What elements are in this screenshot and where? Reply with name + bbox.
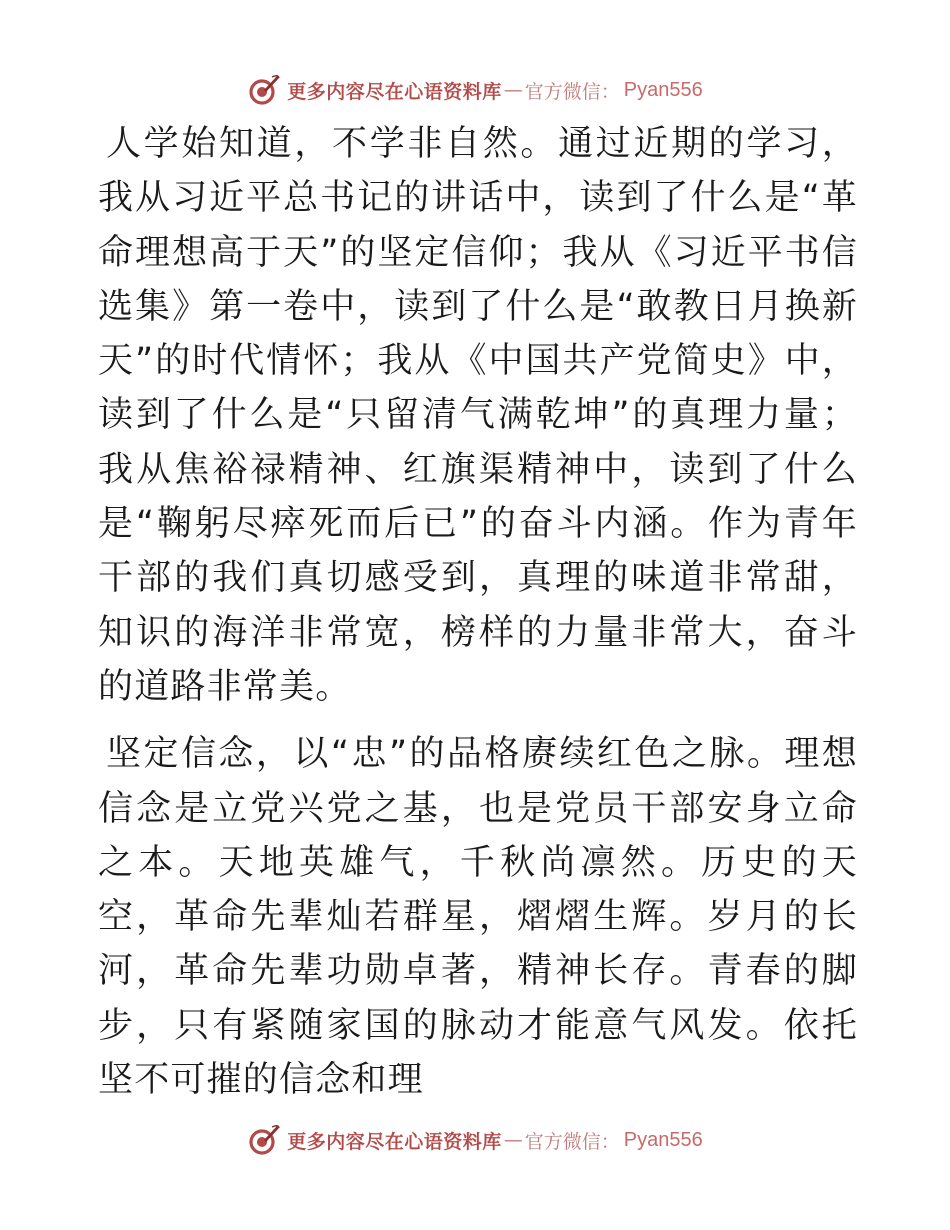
document-body — [98, 117, 858, 1107]
banner-wechat-label: 官方微信： — [524, 80, 620, 103]
banner-wechat-label: 官方微信： — [524, 1130, 620, 1153]
banner-wechat-id: Pyan556 — [623, 78, 703, 101]
banner-main-text: 更多内容尽在心语资料库 — [287, 1130, 502, 1153]
quill-pen-circle-icon — [247, 1123, 281, 1157]
footer-banner — [0, 1120, 950, 1160]
banner-wechat-id: Pyan556 — [623, 1128, 703, 1151]
banner-main-text: 更多内容尽在心语资料库 — [287, 80, 502, 103]
quill-pen-circle-icon — [247, 73, 281, 107]
paragraph-1: 人学始知道，不学非自然。通过近期的学习，我从习近平总书记的讲话中，读到了什么是“革命理想高于天”的坚定信仰；我从《习近平书信选集》第一卷中，读到了什么是“敢教日月换新天”的时代情怀；我从《中国共产党简史》中，读到了什么是“只留清气满乾坤”的真理力量；我从焦裕禄精神、红旗渠精神中，读到了什么是“鞠躬尽瘁死而后已”的奋斗内涵。作为青年干部的我们真切感受到，真理的味道非常甜，知识的海洋非常宽，榜样的力量非常大，奋斗的道路非常美。 — [98, 124, 858, 707]
banner-dash: — — [503, 1129, 523, 1151]
header-banner — [0, 70, 950, 110]
paragraph-2: 坚定信念，以“忠”的品格赓续红色之脉。理想信念是立党兴党之基，也是党员干部安身立命之本。天地英雄气，千秋尚凛然。历史的天空，革命先辈灿若群星，熠熠生辉。岁月的长河，革命先辈功勋卓著，精神长存。青春的脚步，只有紧随家国的脉动才能意气风发。依托坚不可摧的信念和理 — [98, 734, 858, 1101]
banner-dash: — — [503, 79, 523, 101]
